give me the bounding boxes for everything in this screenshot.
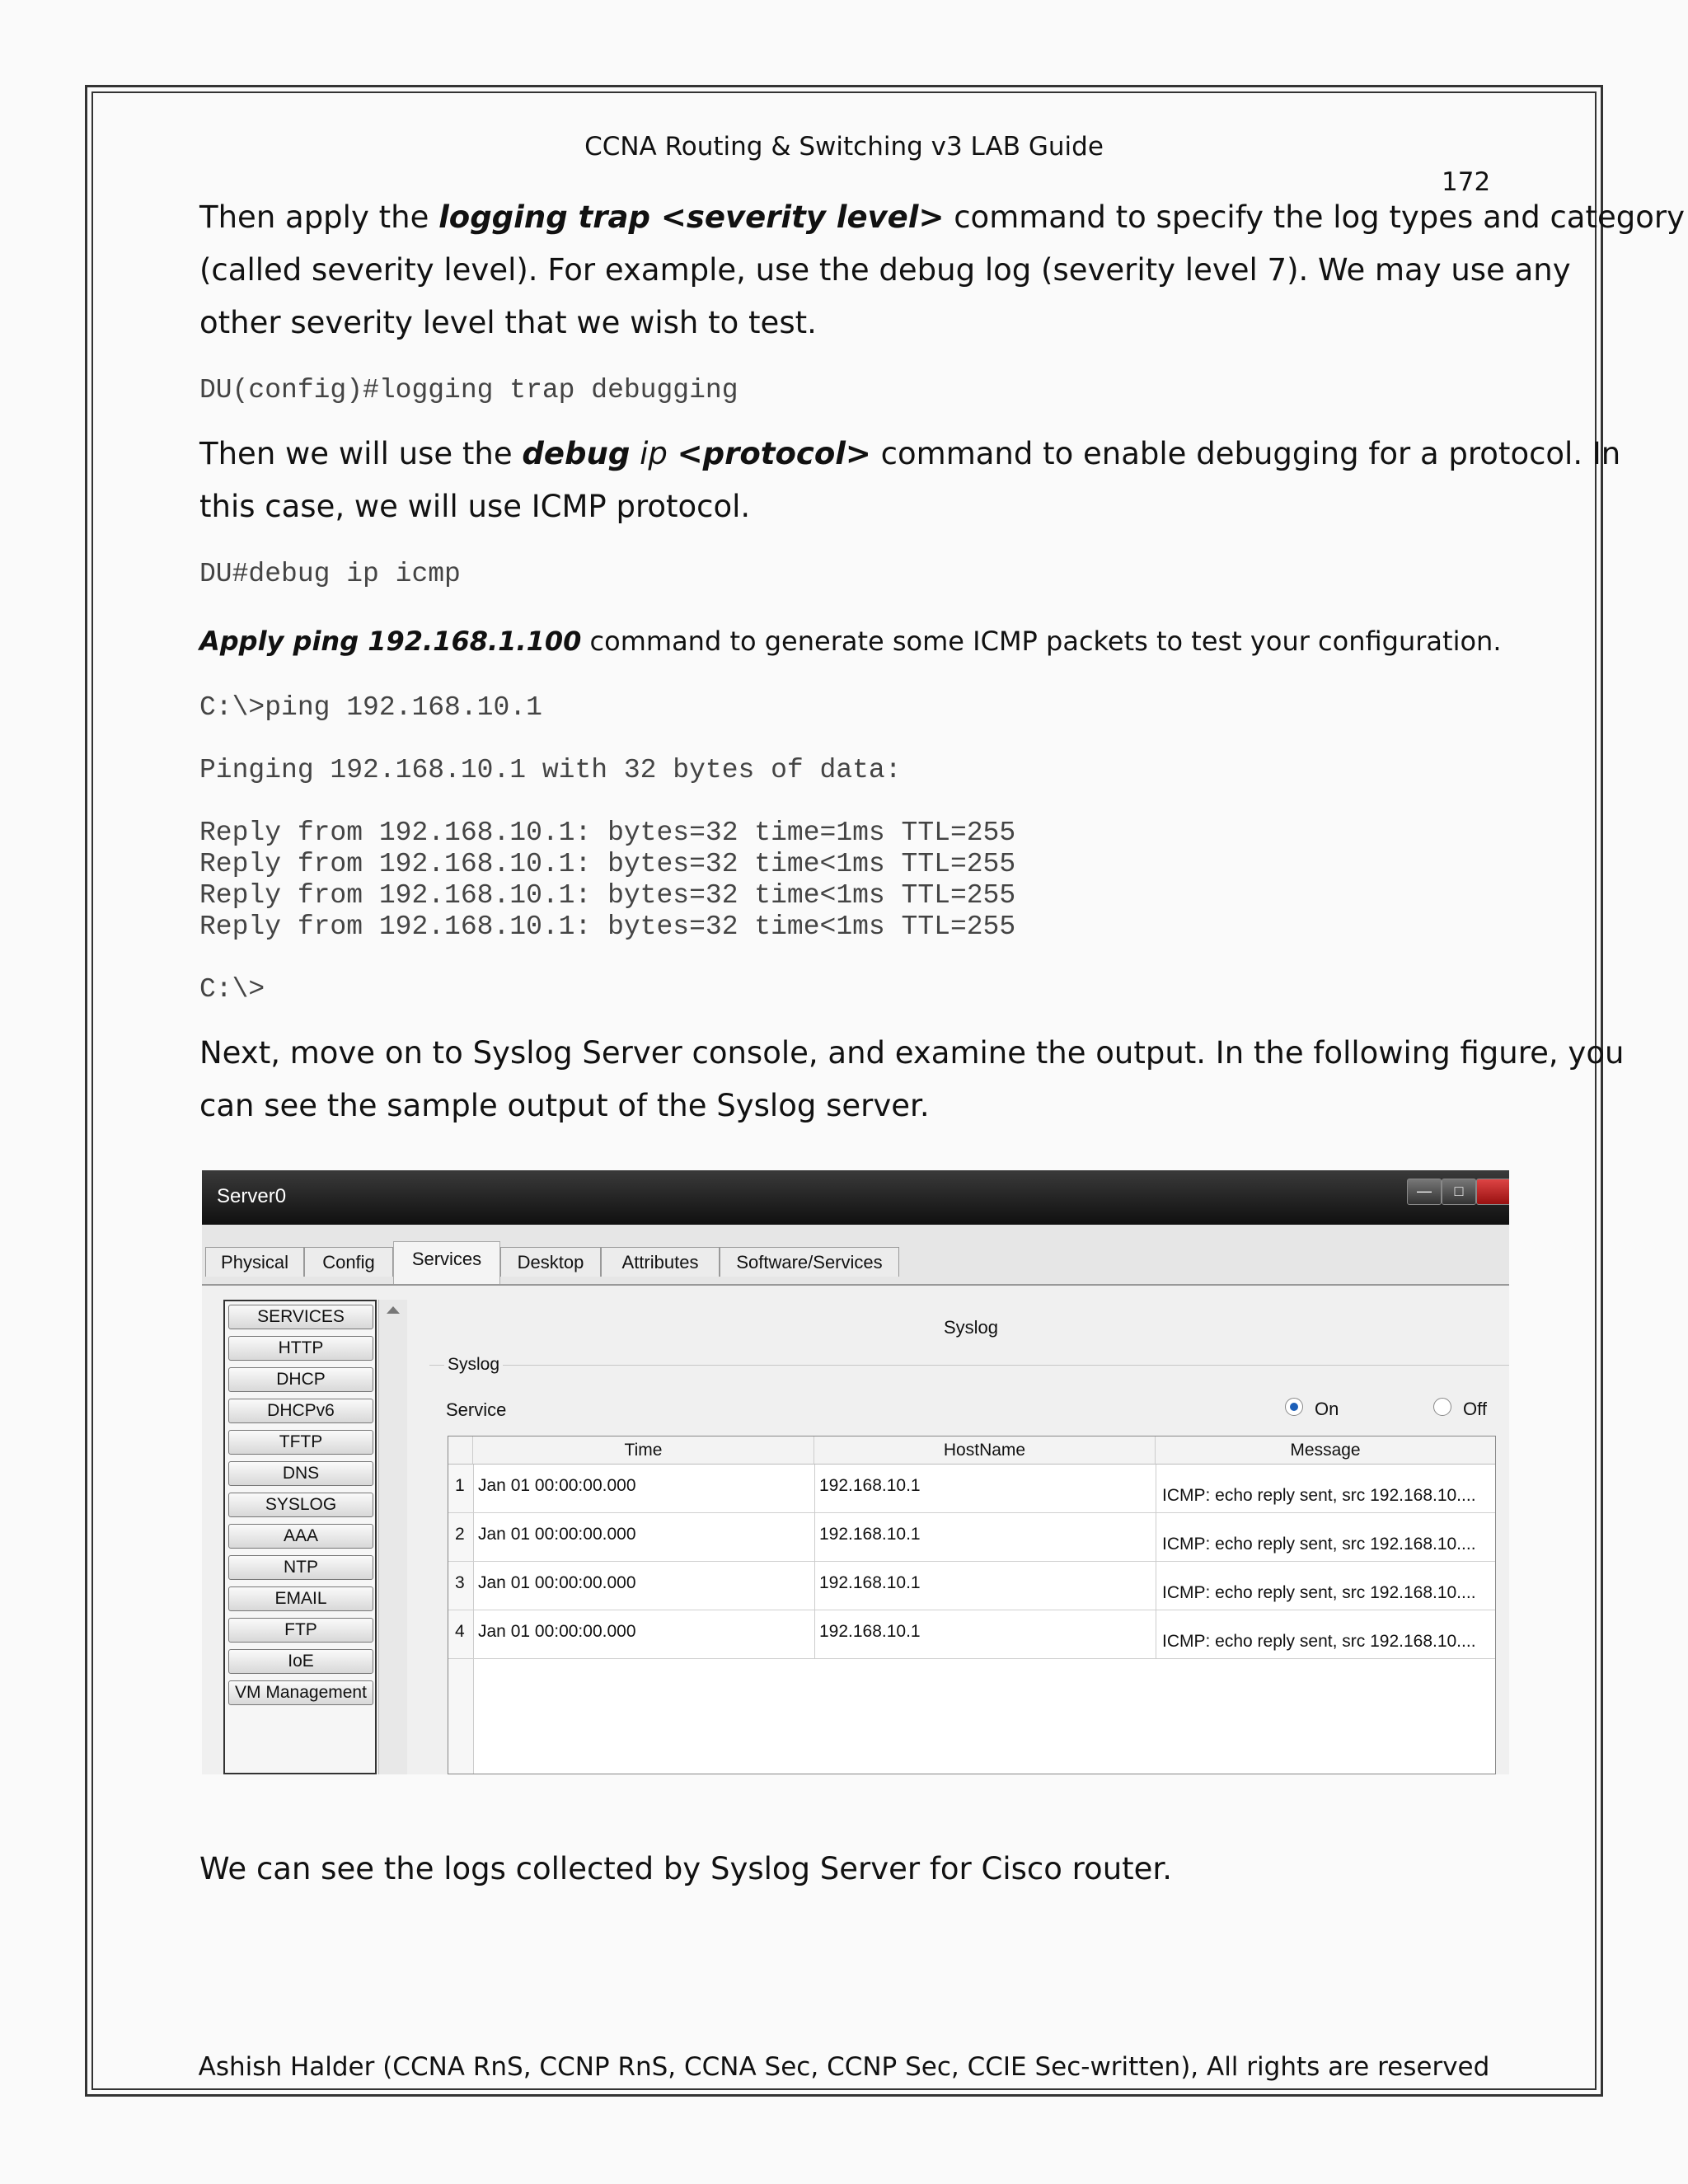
radio-on-label: On	[1315, 1399, 1339, 1419]
service-item[interactable]: AAA	[228, 1524, 373, 1549]
table-row[interactable]: 3 Jan 01 00:00:00.000 192.168.10.1 ICMP: echo reply sent, src 192.168.10....	[448, 1562, 1495, 1610]
window-titlebar	[202, 1170, 1509, 1225]
code-debug-ip-icmp: DU#debug ip icmp	[199, 559, 461, 589]
page-footer: Ashish Halder (CCNA RnS, CCNP RnS, CCNA Sec, CCNP Sec, CCIE Sec-written), All rights are reserved	[198, 2052, 1490, 2082]
window-title: Server0	[217, 1185, 287, 1207]
group-label: Syslog	[444, 1355, 503, 1375]
radio-on[interactable]	[1285, 1398, 1303, 1416]
pinging-line: Pinging 192.168.10.1 with 32 bytes of data:	[199, 755, 902, 785]
logging-trap-command: logging trap <severity level>	[438, 199, 945, 235]
column-time[interactable]: Time	[473, 1436, 814, 1465]
minimize-icon[interactable]: —	[1407, 1179, 1442, 1205]
tab-attributes[interactable]: Attributes	[601, 1247, 720, 1277]
service-item[interactable]: DHCPv6	[228, 1399, 373, 1423]
column-message[interactable]: Message	[1156, 1436, 1495, 1465]
service-item[interactable]: HTTP	[228, 1336, 373, 1361]
services-list	[223, 1300, 377, 1774]
page-header: CCNA Routing & Switching v3 LAB Guide	[584, 132, 1104, 162]
table-row[interactable]: 4 Jan 01 00:00:00.000 192.168.10.1 ICMP: echo reply sent, src 192.168.10....	[448, 1610, 1495, 1659]
debug-paragraph-line2: this case, we will use ICMP protocol.	[199, 489, 751, 524]
service-item[interactable]: FTP	[228, 1618, 373, 1643]
scroll-up-icon[interactable]	[387, 1306, 400, 1314]
page-number: 172	[1442, 167, 1491, 197]
server0-window-screenshot	[202, 1170, 1509, 1774]
intro-paragraph-line1: Then apply the logging trap <severity level> command to specify the log types and category	[199, 199, 1685, 235]
service-item[interactable]: SERVICES	[228, 1305, 373, 1329]
service-item[interactable]: EMAIL	[228, 1586, 373, 1611]
reply-line: Reply from 192.168.10.1: bytes=32 time<1ms TTL=255	[199, 849, 1016, 879]
syslog-table	[448, 1436, 1496, 1774]
table-header-corner	[448, 1436, 473, 1465]
radio-off[interactable]	[1433, 1398, 1451, 1416]
service-item[interactable]: TFTP	[228, 1430, 373, 1455]
tab-services[interactable]: Services	[393, 1241, 500, 1284]
closing-paragraph: We can see the logs collected by Syslog Server for Cisco router.	[199, 1851, 1172, 1886]
maximize-icon[interactable]: □	[1442, 1179, 1476, 1205]
column-divider	[814, 1465, 815, 1659]
next-paragraph-line1: Next, move on to Syslog Server console, and examine the output. In the following figure, you	[199, 1035, 1625, 1071]
tab-config[interactable]: Config	[304, 1247, 393, 1277]
column-hostname[interactable]: HostName	[814, 1436, 1156, 1465]
table-row[interactable]: 2 Jan 01 00:00:00.000 192.168.10.1 ICMP: echo reply sent, src 192.168.10....	[448, 1513, 1495, 1562]
tab-desktop[interactable]: Desktop	[500, 1247, 601, 1277]
service-item[interactable]: SYSLOG	[228, 1493, 373, 1517]
close-icon[interactable]	[1476, 1179, 1509, 1205]
service-item[interactable]: DHCP	[228, 1367, 373, 1392]
reply-line: Reply from 192.168.10.1: bytes=32 time<1ms TTL=255	[199, 912, 1016, 942]
next-paragraph-line2: can see the sample output of the Syslog server.	[199, 1088, 930, 1123]
prompt-end: C:\>	[199, 974, 265, 1005]
service-item[interactable]: IoE	[228, 1649, 373, 1674]
intro-paragraph-line3: other severity level that we wish to test.	[199, 305, 817, 340]
service-item[interactable]: NTP	[228, 1555, 373, 1580]
group-divider	[429, 1365, 1509, 1366]
services-scrollbar[interactable]	[378, 1300, 407, 1774]
debug-paragraph-line1: Then we will use the debug ip <protocol> command to enable debugging for a protocol. In	[199, 436, 1621, 471]
reply-line: Reply from 192.168.10.1: bytes=32 time<1ms TTL=255	[199, 880, 1016, 911]
intro-paragraph-line2: (called severity level). For example, use the debug log (severity level 7). We may use any	[199, 252, 1571, 288]
radio-off-label: Off	[1463, 1399, 1487, 1419]
service-item[interactable]: VM Management	[228, 1680, 373, 1705]
tab-software-services[interactable]: Software/Services	[720, 1247, 899, 1277]
code-logging-trap: DU(config)#logging trap debugging	[199, 375, 738, 405]
table-row[interactable]: 1 Jan 01 00:00:00.000 192.168.10.1 ICMP: echo reply sent, src 192.168.10....	[448, 1465, 1495, 1513]
panel-title: Syslog	[944, 1317, 999, 1338]
ping-instruction: Apply ping 192.168.1.100 command to generate some ICMP packets to test your configuration.	[199, 626, 1502, 657]
ping-command: C:\>ping 192.168.10.1	[199, 692, 542, 723]
service-label: Service	[446, 1399, 507, 1420]
tab-physical[interactable]: Physical	[205, 1247, 304, 1277]
reply-line: Reply from 192.168.10.1: bytes=32 time=1ms TTL=255	[199, 818, 1016, 848]
service-item[interactable]: DNS	[228, 1461, 373, 1486]
